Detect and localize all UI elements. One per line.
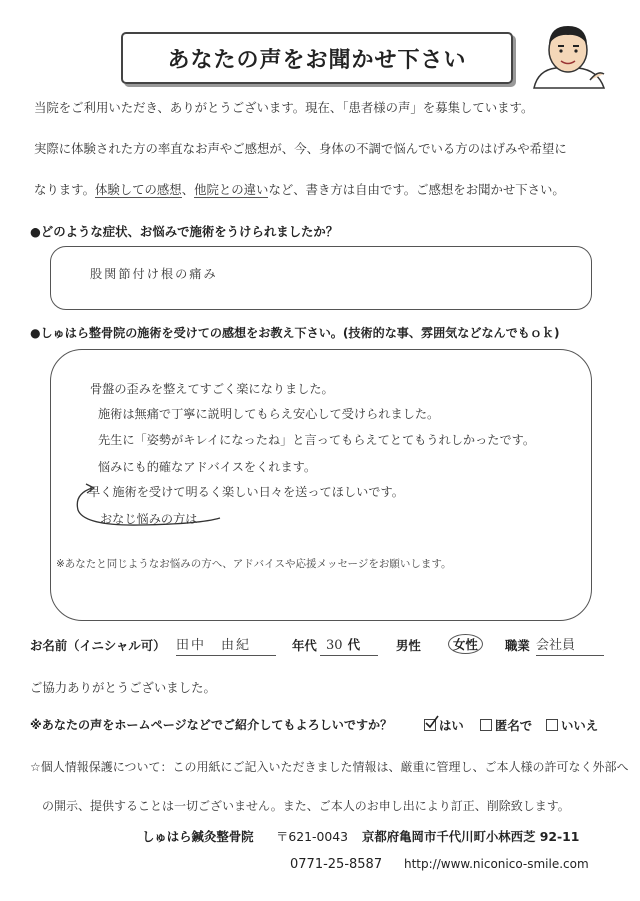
intro-line-1: 当院をご利用いただき、ありがとうございます。現在、「患者様の声」を募集しています。 (34, 100, 534, 115)
question-2-note: ※あなたと同じようなお悩みの方へ、アドバイスや応援メッセージをお願いします。 (56, 558, 452, 570)
intro-line-3 (34, 180, 565, 198)
female-option-circled: 女性 (448, 634, 483, 654)
privacy-line-2: の開示、提供することは一切ございません。また、ご本人のお申し出により訂正、削除致します。 (42, 799, 570, 813)
question-2-answer-line-6: おなじ悩みの方は (100, 512, 198, 526)
intro-line-2: 実際に体験された方の率直なお声やご感想が、今、身体の不調で悩んでいる方のはげみや希望に (34, 141, 567, 156)
question-1-answer: 股関節付け根の痛み (90, 267, 218, 281)
age-label: 年代 (292, 638, 317, 653)
page-title: あなたの声をお聞かせ下さい (121, 32, 513, 84)
consent-option-yes-label: はい (439, 718, 464, 733)
consent-option-anonymous (480, 716, 532, 734)
job-value: 会社員 (536, 634, 604, 656)
doctor-mascot-illustration (528, 18, 610, 90)
consent-option-no-label: いいえ (561, 718, 599, 733)
question-2-answer-line-3: 先生に「姿勢がキレイになったね」と言ってもらえてとてもうれしかったです。 (98, 433, 536, 447)
checkbox-no (546, 719, 558, 731)
privacy-line-1: ☆個人情報保護について：この用紙にご記入いただきました情報は、厳重に管理し、ご本人様の許可なく外部へ (30, 760, 629, 774)
clinic-address: 京都府亀岡市千代川町小林西芝 92-11 (362, 829, 580, 844)
question-2-answer-line-1: 骨盤の歪みを整えてすごく楽になりました。 (90, 382, 334, 396)
age-field (320, 634, 378, 656)
clinic-website-link[interactable]: http://www.niconico-smile.com (404, 857, 589, 871)
consent-question: ※あなたの声をホームページなどでご紹介してもよろしいですか？ (30, 718, 393, 732)
thanks-text: ご協力ありがとうございました。 (30, 680, 216, 695)
intro-line-3-mid: 、 (181, 182, 195, 197)
clinic-postal-code: 〒621-0043 (276, 829, 349, 844)
checkbox-anonymous (480, 719, 492, 731)
consent-option-anonymous-label: 匿名で (495, 718, 533, 733)
question-2-answer-line-2: 施術は無痛で丁寧に説明してもらえ安心して受けられました。 (98, 407, 440, 421)
intro-line-3-post: など、書き方は自由です。ご感想をお聞かせ下さい。 (268, 182, 565, 197)
clinic-name: しゅはら鍼灸整骨院 (142, 829, 254, 844)
male-option: 男性 (396, 638, 421, 653)
question-2-answer-line-5: 早く施術を受けて明るく楽しい日々を送ってほしいです。 (88, 485, 404, 499)
name-value: 田中 由紀 (176, 634, 276, 656)
age-value: 30 (326, 638, 343, 653)
consent-option-no (546, 716, 598, 734)
question-2-label: ●しゅはら整骨院の施術を受けての感想をお教え下さい。(技術的な事、雰囲気などなんでもｏｋ) (30, 326, 560, 340)
consent-option-yes (424, 716, 464, 734)
name-label: お名前（イニシャル可） (30, 638, 166, 653)
checkbox-yes (424, 719, 436, 731)
intro-line-3-pre: なります。 (34, 182, 95, 197)
job-label: 職業 (505, 638, 530, 653)
handwritten-arrow-stroke (70, 480, 230, 530)
intro-emphasis-experience: 体験しての感想 (94, 182, 182, 197)
age-suffix: 代 (347, 637, 361, 652)
intro-emphasis-difference: 他院との違い (194, 182, 269, 197)
question-1-label: ●どのような症状、お悩みで施術をうけられましたか？ (30, 224, 339, 239)
clinic-phone: 0771-25-8587 (290, 857, 383, 872)
question-2-answer-line-4: 悩みにも的確なアドバイスをくれます。 (98, 460, 317, 474)
